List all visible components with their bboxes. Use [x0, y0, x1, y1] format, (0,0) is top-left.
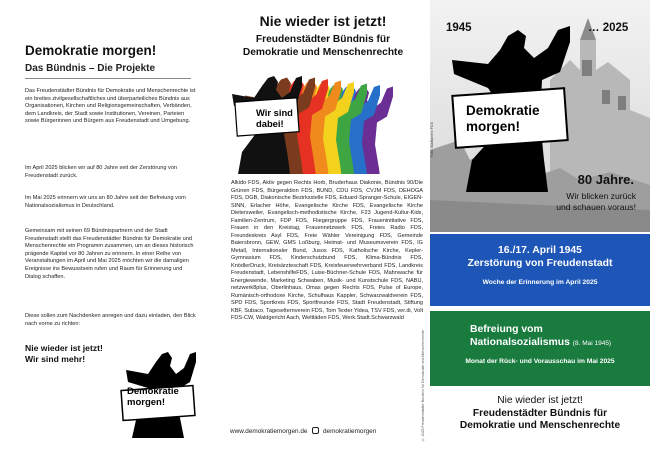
member-list: Alkido FDS, Aktiv gegen Rechts Horb, Bruderhaus Diakonie, Bündnis 90/Die Grünen FDS, Bürgeraktion FDS, BUND, CDU FDS, CVJM FDS, DEHOGA FDS, DGB, Diakonische Bezirksstelle FDS, Eduard-Spranger-Schule, EIGEN-SINN, Erlacher Höhe, Evangelische Kirche FDS, Evangelische Kirche Dietersweiler, Evangelisch-methodistische Kirche, F23 Jugend-Kultur-Kids, Familien-Zentrum, FDP FDS, Fliegergruppe FDS, Fraueninitiative FDS, Frauen in den Kreistag, Frauennetzwerk FDS, Freies Radio FDS, Freundeskreis Asyl FDS, Freie Wähler Vereinigung FDS, Gemeinde Baiersbronn, GEW, GMS Loßburg, Heimat- und Museumsverein FDS, IG Metall, Internationaler Bund, Jusos FDS, Katholische Kirche, Kepler-Gymnasium FDS, Kinderschutzbund FDS, Klima-Bündnis FDS, KnödlerDruck, Kreisärzteschaft FDS, Kreisfeuerwehrverband FDS, Landkreis Freudenstadt, LebenshilfeFDS, Luise-Büchner-Schule FDS, Mahnwache für Energiewende, Marketing Schwaben, Musik- und Kunstschule FDS, NABU, netzwerk8plus, Oberlinhaus, Omas gegen Rechts FDS, Pulse of Europe, Rumänisch-orthodoxe Kirche, Schulhaus Kappler, Schwarzwaldverein FDS, SPD FDS, Sportkreis FDS, Sportfreunde FDS, Stadt Freudenstadt, Stiftung KBF, Subaco, Tageselternverein FDS, Tom Texter Yidea, TSV FDS, ver.di, Volt FDS-CW, Waldgericht Aach, Weltläden FDS, Werk.Stadt.Schwarzwald	[231, 180, 423, 321]
main-logo-text	[466, 103, 540, 135]
liberation-title	[430, 311, 650, 350]
wir-sind-dabei-badge	[256, 107, 293, 129]
closing-slogan	[25, 343, 103, 365]
year-2025: … 2025	[588, 22, 629, 34]
slogan-line-1: Nie wieder ist jetzt!	[497, 395, 583, 406]
liberation-subtitle: Monat der Rück- und Vorausschau im Mai 2025	[465, 358, 615, 365]
may-paragraph: Im Mai 2025 erinnern wir uns an 80 Jahre seit der Befreiung vom Nationalsozialismus in Deutschland.	[25, 195, 186, 209]
subline-1: Wir blicken zurück	[566, 191, 636, 201]
slogan-line-2: Freudenstädter Bündnis für	[472, 407, 608, 419]
website-link[interactable]: www.demokratiemorgen.de	[230, 428, 308, 435]
intro-paragraph: Das Freudenstädter Bündnis für Demokratie und Menschenrechte ist ein breites zivilgesellschaftliches und überparteiliches Bündnis aus Organisationen, Kirchen und Religionsgemeinschaften, Verbänden, dem Landkreis, der Stadt sowie Institutionen, Vereinen, Parteien sowie Bürgerinnen und Bürgern aus Freudenstadt und Umgebung.	[25, 88, 196, 125]
anniversary-heading: 80 Jahre.	[577, 172, 634, 187]
instagram-handle[interactable]: demokratiemorgen	[323, 428, 377, 435]
panel-left	[0, 0, 216, 459]
program-paragraph: Gemeinsam mit seinen 69 Bündnispartnern und der Stadt Freudenstadt stellt das Freudenstädter Bündnis für Demokratie und Menschenrechte ein Programm zusammen, um an dieses historisch prägende Kapitel vor 80 Jahren zu erinnern. In einer Reihe von Veranstaltungen im April und Mai 2025 möchten wir die damaligen Ereignisse ins Bewusstsein rufen und Raum für Erinnerung und Dialog schaffen.	[25, 228, 194, 280]
mini-logo-text	[127, 386, 179, 408]
panel-middle-subtitle	[216, 33, 430, 59]
destruction-event-box	[430, 234, 650, 306]
panel-left-title: Demokratie morgen!	[25, 43, 157, 58]
closing-line-1: Nie wieder ist jetzt!	[25, 343, 103, 353]
year-1945: 1945	[446, 22, 472, 34]
subtitle-line-1: Freudenstädter Bündnis für	[255, 34, 391, 45]
badge-line-1: Wir sind	[256, 107, 293, 118]
destruction-title	[430, 234, 650, 270]
liberation-line-2: Nationalsozialismus	[470, 337, 570, 348]
mini-logo-line-2: morgen!	[127, 397, 165, 408]
destruction-name: Zerstörung von Freudenstadt	[467, 258, 613, 269]
main-logo-line-2: morgen!	[466, 119, 520, 134]
april-paragraph: Im April 2025 blicken wir auf 80 Jahre seit der Zerstörung von Freudenstadt zurück.	[25, 165, 178, 179]
rainbow-figures-illustration	[216, 64, 430, 174]
liberation-event-box	[430, 311, 650, 386]
photo-credit: Foto: Stadtarchiv FDS	[430, 122, 434, 158]
copyright-credit: © 2025 Freudenstädter Bündnis für Demokratie und Menschenrechte	[421, 330, 425, 442]
panel-middle-title: Nie wieder ist jetzt!	[259, 13, 387, 29]
slogan-line-3: Demokratie und Menschenrechte	[459, 420, 621, 431]
panel-left-subtitle: Das Bündnis – Die Projekte	[25, 63, 156, 74]
panel-right	[430, 0, 650, 459]
anniversary-subline	[556, 191, 636, 213]
destruction-date: 16./17. April 1945	[498, 245, 582, 256]
subtitle-line-2: Demokratie und Menschenrechte	[242, 47, 404, 58]
mini-logo-line-1: Demokratie	[127, 386, 179, 397]
liberation-line-1: Befreiung vom	[470, 324, 543, 335]
closing-line-2: Wir sind mehr!	[25, 354, 86, 364]
subline-2: und schauen voraus!	[556, 202, 636, 212]
panel-middle	[216, 0, 430, 459]
main-logo-line-1: Demokratie	[466, 103, 540, 118]
liberation-date: (8. Mai 1945)	[572, 340, 612, 347]
outlook-paragraph: Diese sollen zum Nachdenken anregen und dazu einladen, den Blick nach vorne zu richten:	[25, 313, 196, 327]
badge-line-2: dabei!	[256, 118, 284, 129]
divider	[25, 78, 191, 79]
contact-footer	[230, 427, 376, 435]
instagram-icon	[312, 427, 319, 434]
destruction-subtitle: Woche der Erinnerung im April 2025	[482, 279, 598, 286]
footer-slogan	[430, 395, 650, 433]
